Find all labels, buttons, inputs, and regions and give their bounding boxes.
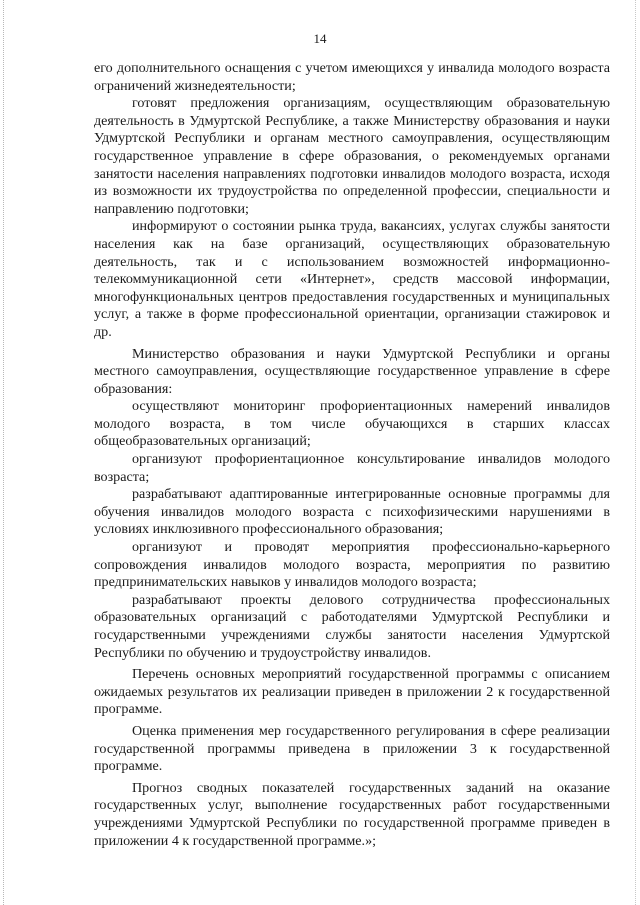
- paragraph: Оценка применения мер государственного регулирования в сфере реализации государственной программы приведена в приложении 3 к государственной программе.: [94, 722, 610, 775]
- paragraph: Перечень основных мероприятий государственной программы с описанием ожидаемых результатов их реализации приведен в приложении 2 к государственной программе.: [94, 666, 610, 718]
- paragraph: Прогноз сводных показателей государственных заданий на оказание государственных услуг, выполнение государственных работ государственными учреждениями Удмуртской Республики по государственной программе приведен в приложении 4 к государственной программе.»;: [94, 779, 610, 849]
- paragraph: Министерство образования и науки Удмуртской Республики и органы местного самоуправления, осуществляющие государственное управление в сфере образования:: [94, 345, 610, 397]
- paragraph: организуют и проводят мероприятия профессионально-карьерного сопровождения инвалидов молодого возраста, мероприятия по развитию предпринимательских навыков у инвалидов молодого возраста;: [94, 539, 610, 591]
- paragraph: готовят предложения организациям, осуществляющим образовательную деятельность в Удмуртской Республике, а также Министерству образования и науки Удмуртской Республики и органам местного самоуправления, осуществляющим государственное управление в сфере образования, о рекомендуемых органами занятости населения направлениях подготовки инвалидов молодого возраста, исходя из возможности их трудоустройства по определенной профессии, специальности и направлению подготовки;: [94, 95, 610, 217]
- paragraph: информируют о состоянии рынка труда, вакансиях, услугах службы занятости населения как на базе организаций, осуществляющих образовательную деятельность, так и с использованием возможностей информационно-телекоммуникационной сети «Интернет», средств массовой информации, многофункциональных центров предоставления государственных и муниципальных услуг, а также в форме профессиональной ориентации, организации стажировок и др.: [94, 218, 610, 340]
- page-number: 14: [313, 31, 327, 46]
- paragraph: осуществляют мониторинг профориентационных намерений инвалидов молодого возраста, в том числе обучающихся в старших классах общеобразовательных организаций;: [94, 398, 610, 450]
- scan-edge-right: [635, 0, 637, 905]
- paragraph: его дополнительного оснащения с учетом имеющихся у инвалида молодого возраста ограничений жизнедеятельности;: [94, 60, 610, 94]
- paragraph: разрабатывают адаптированные интегрированные основные программы для обучения инвалидов молодого возраста с психофизическими нарушениями в условиях инклюзивного профессионального образования;: [94, 486, 610, 538]
- document-body: [94, 60, 610, 850]
- paragraph: организуют профориентационное консультирование инвалидов молодого возраста;: [94, 451, 610, 485]
- scan-edge-left: [3, 0, 5, 905]
- paragraph: разрабатывают проекты делового сотрудничества профессиональных образовательных организаций с работодателями Удмуртской Республики и государственными учреждениями службы занятости населения Удмуртской Республики по обучению и трудоустройству инвалидов.: [94, 591, 610, 661]
